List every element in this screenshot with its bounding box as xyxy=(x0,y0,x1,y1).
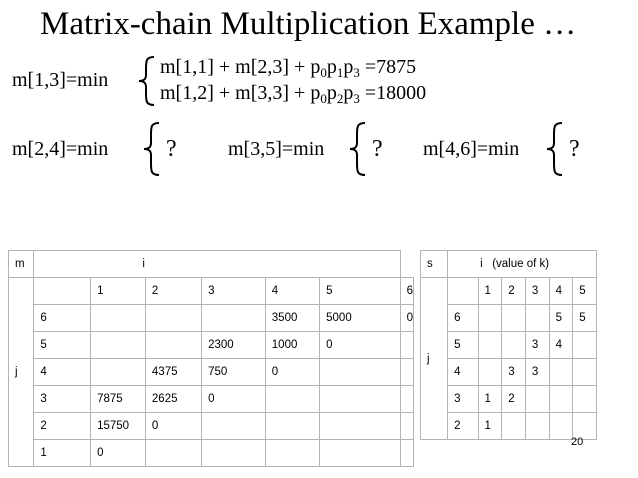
m-table-cell: 3500 xyxy=(265,305,319,332)
eq-m24-lhs: m[2,4]=min xyxy=(12,138,109,160)
m-table-cell xyxy=(145,440,201,467)
m-table-cell: 7875 xyxy=(91,386,146,413)
m-table-row-header: 2 xyxy=(34,413,91,440)
m-table-col-header: 5 xyxy=(320,278,400,305)
m-table-col-header: 1 xyxy=(91,278,146,305)
s-table-cell xyxy=(549,386,573,413)
m-table-row-header: 1 xyxy=(34,440,91,467)
s-table-cell xyxy=(478,332,502,359)
m-table-cell xyxy=(320,440,400,467)
m-table-cell: 0 xyxy=(320,332,400,359)
m-table-corner: m xyxy=(9,251,34,278)
s-table-cell xyxy=(573,386,597,413)
s-table-row-header: 3 xyxy=(448,386,478,413)
s-table-cell: 1 xyxy=(478,413,502,440)
m-table-cell xyxy=(91,359,146,386)
s-table-col-header: 4 xyxy=(549,278,573,305)
m-table-col-header: 4 xyxy=(265,278,319,305)
s-table-cell: 5 xyxy=(573,305,597,332)
slide-title: Matrix-chain Multiplication Example … xyxy=(40,6,577,42)
m-table-cell xyxy=(400,440,413,467)
m-table-cell: 15750 xyxy=(91,413,146,440)
m-table-col-header: 6 xyxy=(400,278,413,305)
eq-m46-lhs: m[4,6]=min xyxy=(423,138,520,160)
s-table-header-blank xyxy=(448,278,478,305)
m-table-cell: 1000 xyxy=(265,332,319,359)
s-table-cell xyxy=(502,305,526,332)
s-table-cell xyxy=(525,305,549,332)
eq-m13-lhs: m[1,3]=min xyxy=(12,69,109,91)
m-table-header-blank xyxy=(34,278,91,305)
eq-m24-unknown: ? xyxy=(166,136,177,162)
m-table-cell xyxy=(320,359,400,386)
m-table-cell xyxy=(320,386,400,413)
m-table-cell: 750 xyxy=(202,359,266,386)
eq-m46-unknown: ? xyxy=(569,136,580,162)
s-table-cell xyxy=(525,413,549,440)
m-table-row-axis: j xyxy=(9,278,34,467)
eq-m13-line1: $m[1,1] + m[2,3] + p_0p_1p_3 =7875$ xyxy=(160,56,417,80)
m-table-col-header: 3 xyxy=(202,278,266,305)
m-table-cell xyxy=(202,440,266,467)
s-table-col-header: 5 xyxy=(573,278,597,305)
m-table-col-header: 2 xyxy=(145,278,201,305)
s-table-cell xyxy=(573,332,597,359)
s-table-cell: 5 xyxy=(549,305,573,332)
eq-m46-brace xyxy=(544,121,566,177)
eq-m35-unknown: ? xyxy=(372,136,383,162)
m-table-cell xyxy=(400,359,413,386)
m-table-cell: 2300 xyxy=(202,332,266,359)
s-table-row-header: 5 xyxy=(448,332,478,359)
m-table-cell: 0 xyxy=(91,440,146,467)
s-table xyxy=(420,250,597,440)
m-table-cell xyxy=(400,332,413,359)
m-table-cell xyxy=(145,305,201,332)
s-table-row-axis: j xyxy=(421,278,448,440)
m-table-cell xyxy=(320,413,400,440)
m-table-cell xyxy=(145,332,201,359)
s-table-cell xyxy=(478,305,502,332)
s-table-row-header: 2 xyxy=(448,413,478,440)
m-table-cell: 0 xyxy=(145,413,201,440)
m-table-row-header: 4 xyxy=(34,359,91,386)
m-table-cell: 0 xyxy=(400,305,413,332)
m-table-cell xyxy=(265,386,319,413)
m-table-col-axis: i xyxy=(34,251,400,278)
s-table-col-header: 2 xyxy=(502,278,526,305)
eq-m24-brace xyxy=(141,121,163,177)
m-table-cell xyxy=(265,440,319,467)
m-table xyxy=(8,250,414,467)
eq-m35-brace xyxy=(347,121,369,177)
s-table-corner: s xyxy=(421,251,448,278)
s-table-col-axis: i (value of k) xyxy=(448,251,597,278)
s-table-col-header: 3 xyxy=(525,278,549,305)
m-table-cell xyxy=(91,305,146,332)
m-table-row-header: 3 xyxy=(34,386,91,413)
m-table-cell: 0 xyxy=(265,359,319,386)
eq-m35-lhs: m[3,5]=min xyxy=(228,138,325,160)
s-table-row-header: 4 xyxy=(448,359,478,386)
s-table-cell: 1 xyxy=(478,386,502,413)
s-table-cell xyxy=(525,386,549,413)
s-table-cell xyxy=(502,332,526,359)
m-table-cell xyxy=(202,413,266,440)
m-table-cell xyxy=(400,386,413,413)
m-table-cell xyxy=(265,413,319,440)
m-table-row-header: 5 xyxy=(34,332,91,359)
s-table-cell: 4 xyxy=(549,332,573,359)
s-table-col-header: 1 xyxy=(478,278,502,305)
m-table-cell: 2625 xyxy=(145,386,201,413)
s-table-cell xyxy=(478,359,502,386)
m-table-cell xyxy=(202,305,266,332)
s-table-cell: 2 xyxy=(502,386,526,413)
m-table-cell xyxy=(400,413,413,440)
s-table-cell xyxy=(502,413,526,440)
page-number: 20 xyxy=(571,436,584,448)
s-table-cell: 3 xyxy=(502,359,526,386)
m-table-cell: 4375 xyxy=(145,359,201,386)
s-table-cell xyxy=(573,359,597,386)
eq-m13-line2: $m[1,2] + m[3,3] + p_0p_2p_3 =18000$ xyxy=(160,82,427,106)
s-table-row-header: 6 xyxy=(448,305,478,332)
s-table-cell: 3 xyxy=(525,359,549,386)
m-table-cell: 5000 xyxy=(320,305,400,332)
s-table-cell xyxy=(549,413,573,440)
m-table-row-header: 6 xyxy=(34,305,91,332)
s-table-cell xyxy=(549,359,573,386)
m-table-cell xyxy=(91,332,146,359)
m-table-cell: 0 xyxy=(202,386,266,413)
eq-m13-brace xyxy=(136,55,158,107)
s-table-cell: 3 xyxy=(525,332,549,359)
